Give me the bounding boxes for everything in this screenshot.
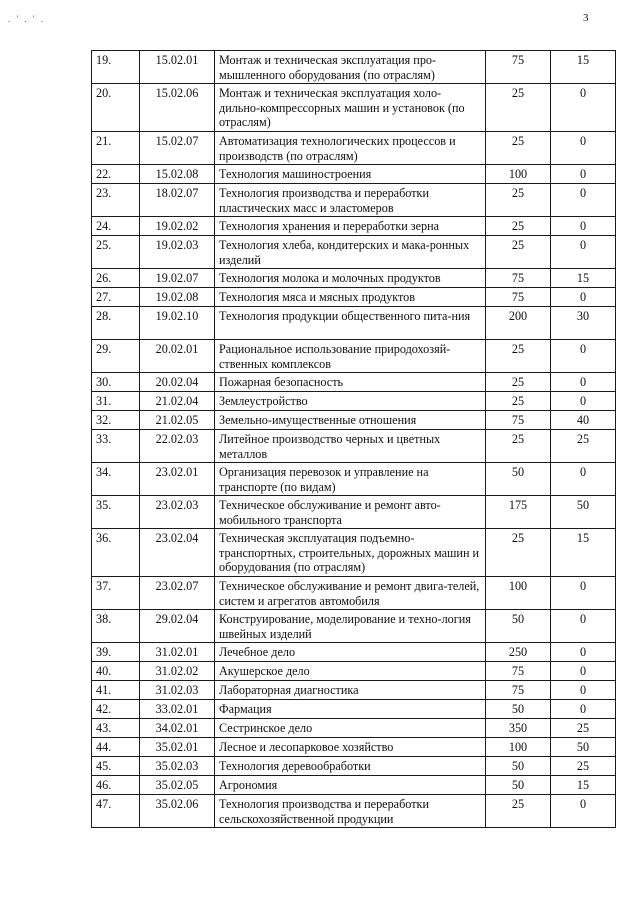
quota-total: 100 — [486, 165, 551, 184]
specialty-code: 35.02.03 — [140, 757, 215, 776]
page-number: 3 — [583, 12, 589, 24]
table-row — [92, 496, 616, 529]
specialties-table — [91, 50, 616, 828]
row-number: 20. — [92, 84, 140, 132]
table-row — [92, 411, 616, 430]
quota-secondary: 0 — [551, 610, 616, 643]
quota-total: 100 — [486, 577, 551, 610]
quota-secondary: 0 — [551, 392, 616, 411]
table-row — [92, 184, 616, 217]
table-row — [92, 662, 616, 681]
row-number: 39. — [92, 643, 140, 662]
quota-total: 50 — [486, 610, 551, 643]
specialty-name: Технология деревообработки — [215, 757, 486, 776]
specialty-code: 19.02.02 — [140, 217, 215, 236]
quota-total: 25 — [486, 132, 551, 165]
specialty-name: Технология производства и переработки пластических масс и эластомеров — [215, 184, 486, 217]
table-row — [92, 165, 616, 184]
row-number: 28. — [92, 307, 140, 340]
specialty-code: 35.02.01 — [140, 738, 215, 757]
specialty-code: 21.02.05 — [140, 411, 215, 430]
quota-total: 75 — [486, 288, 551, 307]
row-number: 46. — [92, 776, 140, 795]
specialty-name: Организация перевозок и управление на транспорте (по видам) — [215, 463, 486, 496]
specialty-name: Лесное и лесопарковое хозяйство — [215, 738, 486, 757]
specialty-name: Конструирование, моделирование и техно-логия швейных изделий — [215, 610, 486, 643]
quota-total: 25 — [486, 236, 551, 269]
quota-total: 25 — [486, 217, 551, 236]
row-number: 32. — [92, 411, 140, 430]
specialty-code: 23.02.04 — [140, 529, 215, 577]
quota-secondary: 50 — [551, 738, 616, 757]
quota-total: 200 — [486, 307, 551, 340]
quota-secondary: 25 — [551, 719, 616, 738]
specialty-code: 23.02.03 — [140, 496, 215, 529]
specialty-code: 15.02.07 — [140, 132, 215, 165]
quota-secondary: 0 — [551, 184, 616, 217]
quota-total: 50 — [486, 776, 551, 795]
quota-secondary: 0 — [551, 662, 616, 681]
specialty-name: Технология продукции общественного пита-ния — [215, 307, 486, 340]
table-row — [92, 681, 616, 700]
table-row — [92, 700, 616, 719]
specialty-code: 20.02.01 — [140, 340, 215, 373]
specialty-name: Технология молока и молочных продуктов — [215, 269, 486, 288]
table-row — [92, 430, 616, 463]
table-row — [92, 643, 616, 662]
quota-total: 175 — [486, 496, 551, 529]
quota-secondary: 15 — [551, 269, 616, 288]
scan-artifact-marks: . ' . ' . — [8, 14, 45, 24]
row-number: 22. — [92, 165, 140, 184]
specialty-code: 34.02.01 — [140, 719, 215, 738]
quota-secondary: 0 — [551, 132, 616, 165]
quota-secondary: 0 — [551, 577, 616, 610]
specialty-code: 15.02.01 — [140, 51, 215, 84]
table-row — [92, 269, 616, 288]
specialty-name: Рациональное использование природохозяй-ственных комплексов — [215, 340, 486, 373]
specialty-name: Монтаж и техническая эксплуатация про-мышленного оборудования (по отраслям) — [215, 51, 486, 84]
quota-secondary: 15 — [551, 776, 616, 795]
specialty-name: Землеустройство — [215, 392, 486, 411]
specialty-code: 31.02.02 — [140, 662, 215, 681]
row-number: 19. — [92, 51, 140, 84]
quota-total: 75 — [486, 411, 551, 430]
quota-total: 75 — [486, 51, 551, 84]
specialty-name: Агрономия — [215, 776, 486, 795]
table-row — [92, 217, 616, 236]
row-number: 45. — [92, 757, 140, 776]
specialty-name: Пожарная безопасность — [215, 373, 486, 392]
quota-total: 250 — [486, 643, 551, 662]
row-number: 34. — [92, 463, 140, 496]
quota-total: 25 — [486, 430, 551, 463]
quota-total: 50 — [486, 463, 551, 496]
quota-total: 25 — [486, 373, 551, 392]
quota-total: 25 — [486, 795, 551, 828]
table-row — [92, 577, 616, 610]
quota-secondary: 0 — [551, 373, 616, 392]
quota-secondary: 0 — [551, 288, 616, 307]
row-number: 36. — [92, 529, 140, 577]
row-number: 30. — [92, 373, 140, 392]
quota-secondary: 0 — [551, 236, 616, 269]
quota-total: 25 — [486, 84, 551, 132]
quota-total: 75 — [486, 681, 551, 700]
specialty-code: 22.02.03 — [140, 430, 215, 463]
specialty-name: Технология машиностроения — [215, 165, 486, 184]
specialty-code: 19.02.10 — [140, 307, 215, 340]
row-number: 37. — [92, 577, 140, 610]
table-row — [92, 719, 616, 738]
quota-total: 25 — [486, 529, 551, 577]
quota-total: 50 — [486, 757, 551, 776]
specialty-code: 15.02.06 — [140, 84, 215, 132]
table-row — [92, 757, 616, 776]
row-number: 42. — [92, 700, 140, 719]
table-row — [92, 529, 616, 577]
table-row — [92, 776, 616, 795]
specialty-code: 20.02.04 — [140, 373, 215, 392]
quota-secondary: 15 — [551, 51, 616, 84]
specialty-name: Техническое обслуживание и ремонт двига-телей, систем и агрегатов автомобиля — [215, 577, 486, 610]
specialty-name: Сестринское дело — [215, 719, 486, 738]
table-row — [92, 236, 616, 269]
specialty-code: 19.02.03 — [140, 236, 215, 269]
table-row — [92, 463, 616, 496]
table-row — [92, 307, 616, 340]
table-row — [92, 373, 616, 392]
row-number: 27. — [92, 288, 140, 307]
row-number: 31. — [92, 392, 140, 411]
quota-secondary: 0 — [551, 795, 616, 828]
specialty-name: Автоматизация технологических процессов и производств (по отраслям) — [215, 132, 486, 165]
quota-total: 350 — [486, 719, 551, 738]
quota-total: 75 — [486, 269, 551, 288]
specialty-code: 35.02.06 — [140, 795, 215, 828]
specialty-code: 31.02.01 — [140, 643, 215, 662]
quota-total: 100 — [486, 738, 551, 757]
table-row — [92, 288, 616, 307]
specialty-code: 19.02.08 — [140, 288, 215, 307]
specialty-name: Технология производства и переработки сельскохозяйственной продукции — [215, 795, 486, 828]
quota-secondary: 15 — [551, 529, 616, 577]
specialty-name: Лабораторная диагностика — [215, 681, 486, 700]
specialty-name: Литейное производство черных и цветных металлов — [215, 430, 486, 463]
quota-secondary: 0 — [551, 700, 616, 719]
quota-secondary: 0 — [551, 217, 616, 236]
quota-total: 75 — [486, 662, 551, 681]
specialty-code: 23.02.07 — [140, 577, 215, 610]
specialty-code: 33.02.01 — [140, 700, 215, 719]
specialty-name: Техническая эксплуатация подъемно-транспортных, строительных, дорожных машин и оборудования (по отраслям) — [215, 529, 486, 577]
specialty-code: 21.02.04 — [140, 392, 215, 411]
quota-secondary: 25 — [551, 430, 616, 463]
specialty-name: Фармация — [215, 700, 486, 719]
row-number: 35. — [92, 496, 140, 529]
specialty-code: 18.02.07 — [140, 184, 215, 217]
specialty-name: Лечебное дело — [215, 643, 486, 662]
quota-secondary: 0 — [551, 165, 616, 184]
row-number: 47. — [92, 795, 140, 828]
row-number: 41. — [92, 681, 140, 700]
specialty-code: 19.02.07 — [140, 269, 215, 288]
table-row — [92, 738, 616, 757]
specialty-code: 15.02.08 — [140, 165, 215, 184]
quota-total: 25 — [486, 392, 551, 411]
row-number: 24. — [92, 217, 140, 236]
row-number: 21. — [92, 132, 140, 165]
quota-secondary: 0 — [551, 681, 616, 700]
table-row — [92, 795, 616, 828]
quota-secondary: 50 — [551, 496, 616, 529]
row-number: 43. — [92, 719, 140, 738]
quota-secondary: 40 — [551, 411, 616, 430]
quota-total: 25 — [486, 184, 551, 217]
quota-secondary: 25 — [551, 757, 616, 776]
quota-total: 50 — [486, 700, 551, 719]
specialty-name: Технология мяса и мясных продуктов — [215, 288, 486, 307]
quota-secondary: 0 — [551, 84, 616, 132]
row-number: 38. — [92, 610, 140, 643]
row-number: 26. — [92, 269, 140, 288]
specialty-name: Технология хлеба, кондитерских и мака-ронных изделий — [215, 236, 486, 269]
specialty-name: Монтаж и техническая эксплуатация холо-дильно-компрессорных машин и установок (по отраслям) — [215, 84, 486, 132]
specialty-name: Земельно-имущественные отношения — [215, 411, 486, 430]
quota-secondary: 0 — [551, 463, 616, 496]
specialty-code: 23.02.01 — [140, 463, 215, 496]
specialty-code: 31.02.03 — [140, 681, 215, 700]
specialty-name: Технология хранения и переработки зерна — [215, 217, 486, 236]
row-number: 29. — [92, 340, 140, 373]
specialty-name: Акушерское дело — [215, 662, 486, 681]
row-number: 33. — [92, 430, 140, 463]
table-row — [92, 340, 616, 373]
row-number: 44. — [92, 738, 140, 757]
quota-secondary: 0 — [551, 340, 616, 373]
row-number: 40. — [92, 662, 140, 681]
table-row — [92, 610, 616, 643]
specialty-code: 29.02.04 — [140, 610, 215, 643]
table-row — [92, 132, 616, 165]
specialty-name: Техническое обслуживание и ремонт авто-мобильного транспорта — [215, 496, 486, 529]
specialty-code: 35.02.05 — [140, 776, 215, 795]
quota-total: 25 — [486, 340, 551, 373]
table-row — [92, 392, 616, 411]
table-row — [92, 84, 616, 132]
row-number: 25. — [92, 236, 140, 269]
specialties-table-body — [92, 51, 616, 828]
row-number: 23. — [92, 184, 140, 217]
table-row — [92, 51, 616, 84]
quota-secondary: 0 — [551, 643, 616, 662]
quota-secondary: 30 — [551, 307, 616, 340]
